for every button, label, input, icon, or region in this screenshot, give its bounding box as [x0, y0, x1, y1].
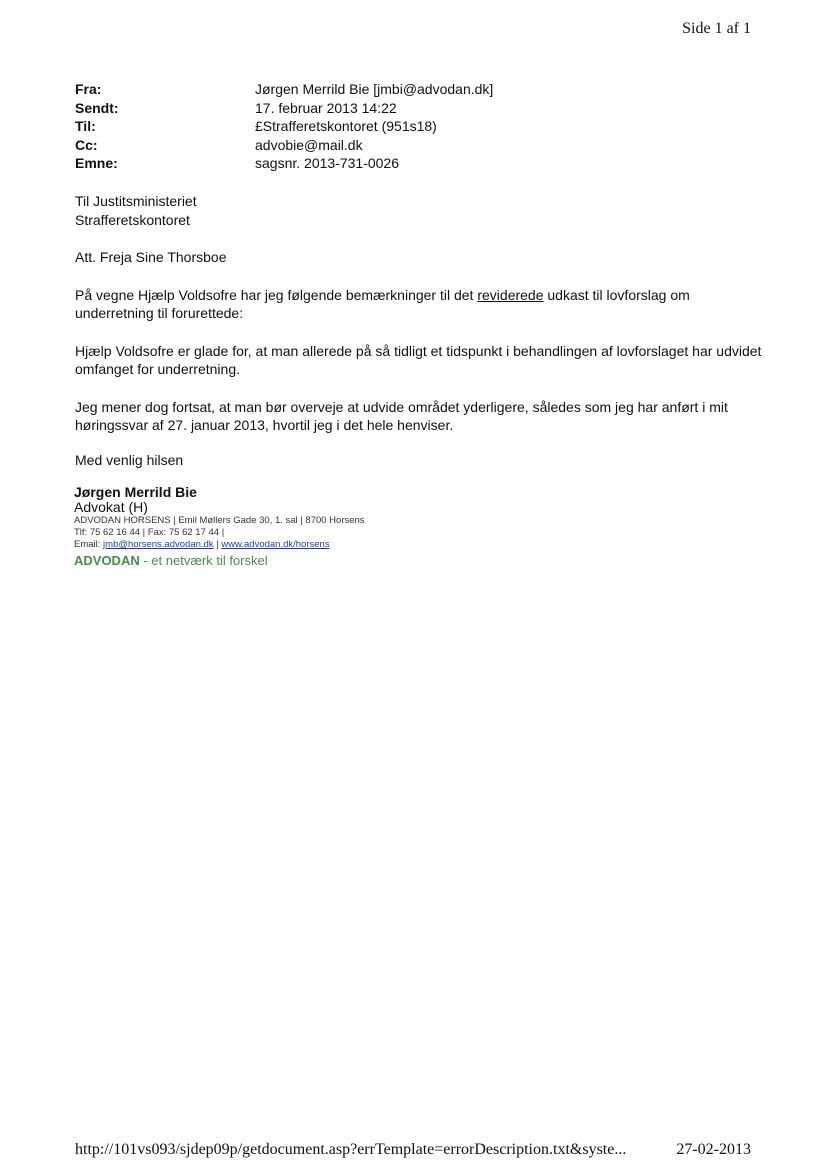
- underlined-word: reviderede: [477, 286, 544, 303]
- header-label: Emne:: [75, 155, 118, 171]
- email-link[interactable]: jmb@horsens.advodan.dk: [103, 539, 214, 550]
- recipient-line: Til Justitsministeriet: [75, 193, 197, 209]
- paragraph-3: Jeg mener dog fortsat, at man bør overveje at udvide området yderligere, således som jeg har anført i mit høringssvar af 27. januar 2013, hvortil jeg i det hele henviser.: [75, 398, 728, 433]
- attention-line: Att. Freja Sine Thorsboe: [75, 249, 227, 265]
- closing-greeting: Med venlig hilsen: [75, 452, 184, 468]
- page-footer: [75, 1141, 751, 1159]
- signature-phone: Tlf: 75 62 16 44 | Fax: 75 62 17 44 |: [74, 527, 225, 538]
- paragraph-2: Hjælp Voldsofre er glade for, at man allerede på så tidligt et tidspunkt i behandlingen af lovforslaget har udvidet omfanget for underretning.: [75, 342, 762, 377]
- paragraph-1: [75, 286, 765, 323]
- header-value: £Strafferetskontoret (951s18): [255, 118, 437, 134]
- tagline: [74, 553, 365, 568]
- paragraph-text: På vegne Hjælp Voldsofre har jeg følgende bemærkninger til det: [75, 286, 478, 303]
- header-row-cc: [75, 136, 493, 155]
- signature-contact: [74, 539, 365, 551]
- header-label: Fra:: [75, 81, 102, 97]
- header-row-subject: [75, 154, 493, 173]
- signature-title: Advokat (H): [74, 499, 148, 515]
- signature-name: Jørgen Merrild Bie: [74, 484, 197, 500]
- tagline-text: - et netværk til forskel: [139, 553, 268, 568]
- website-link[interactable]: www.advodan.dk/horsens: [221, 539, 330, 550]
- header-label: Til:: [75, 118, 96, 134]
- separator: |: [213, 539, 222, 550]
- email-headers: [75, 80, 493, 173]
- email-label: Email:: [74, 539, 104, 550]
- header-value: sagsnr. 2013-731-0026: [255, 155, 399, 171]
- header-row-sent: [75, 99, 493, 118]
- header-label: Sendt:: [75, 99, 119, 116]
- header-value: advobie@mail.dk: [255, 136, 363, 153]
- recipient-line: Strafferetskontoret: [75, 211, 190, 228]
- paragraph-text: udkast til lovforslag om underretning til forurettede:: [75, 286, 690, 321]
- brand-name: ADVODAN: [74, 553, 140, 568]
- signature-block: [74, 484, 365, 568]
- footer-url: http://101vs093/sjdep09p/getdocument.asp?errTemplate=errorDescription.txt&syste...: [75, 1141, 627, 1158]
- header-row-from: [75, 80, 493, 99]
- header-row-to: [75, 117, 493, 136]
- message-body: [75, 192, 765, 435]
- page-indicator: Side 1 af 1: [682, 20, 751, 37]
- signature-address: ADVODAN HORSENS | Emil Møllers Gade 30, 1. sal | 8700 Horsens: [74, 515, 365, 526]
- header-value: 17. februar 2013 14:22: [255, 99, 397, 116]
- header-value: Jørgen Merrild Bie [jmbi@advodan.dk]: [255, 81, 494, 97]
- footer-date: 27-02-2013: [676, 1141, 751, 1158]
- header-label: Cc:: [75, 136, 98, 153]
